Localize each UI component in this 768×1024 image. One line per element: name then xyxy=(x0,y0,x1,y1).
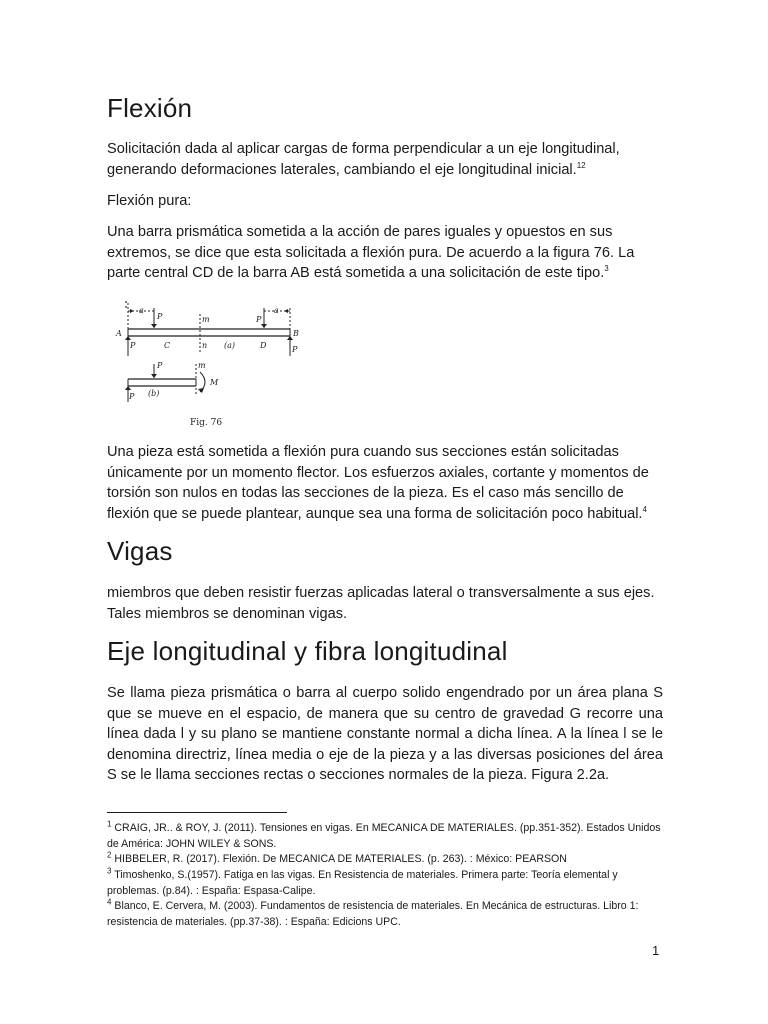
footnote-2 xyxy=(107,852,663,868)
fig-label-a-paren: (a) xyxy=(224,341,236,350)
fig-label-m-b: m xyxy=(198,361,206,370)
footnote-2-number: 2 xyxy=(107,850,112,860)
footnote-4 xyxy=(107,899,663,930)
footnote-4-text: Blanco, E. Cervera, M. (2003). Fundamentos de resistencia de materiales. En Mecánica de estructuras. Libro 1: resistencia de materiales. (pp.37-38). : España: Edicions UPC. xyxy=(107,900,639,928)
fig-label-a-left: a xyxy=(139,306,144,315)
page-number: 1 xyxy=(652,943,660,958)
paragraph-flexion-pura-label: Flexión pura: xyxy=(107,193,192,209)
figure-76 xyxy=(112,298,312,430)
footnote-3-number: 3 xyxy=(107,866,112,876)
footnote-ref-3: 3 xyxy=(604,264,609,274)
heading-vigas: Vigas xyxy=(107,536,173,566)
paragraph-flexion-pura-text: Una barra prismática sometida a la acción de pares iguales y opuestos en sus extremos, se dice que esta solicitada a flexión pura. De acuerdo a la figura 76. La parte central CD de la barra AB está sometida a una solicitación de este tipo. xyxy=(107,224,635,281)
footnote-1 xyxy=(107,821,663,852)
footnote-3-text: Timoshenko, S.(1957). Fatiga en las vigas. En Resistencia de materiales. Primera parte: Teoría elemental y problemas. (p.84). : España: Espasa-Calipe. xyxy=(107,869,618,897)
fig-label-b-paren: (b) xyxy=(148,389,160,398)
paragraph-eje-longitudinal: Se llama pieza prismática o barra al cuerpo solido engendrado por un área plana S que se mueve en el espacio, de manera que su centro de gravedad G recorre una línea dada l y su plano se mantiene constante normal a dicha línea. A la línea l se le denomina directriz, línea media o eje de la pieza y a las diversas posiciones del área S se le llama secciones rectas o secciones normales de la pieza. Figura 2.2a. xyxy=(107,685,663,783)
paragraph-definition xyxy=(107,139,663,180)
fig-label-a-right: a xyxy=(274,306,279,315)
footnote-1-text: CRAIG, JR.. & ROY, J. (2011). Tensiones en vigas. En MECANICA DE MATERIALES. (pp.351-352). Estados Unidos de América: JOHN WILEY & SONS. xyxy=(107,822,661,850)
fig-label-P-bottom-left: P xyxy=(130,341,136,350)
heading-flexion: Flexión xyxy=(107,93,193,123)
fig-label-P-top-right: P xyxy=(256,315,262,324)
fig-label-M: M xyxy=(210,378,219,387)
paragraph-vigas: miembros que deben resistir fuerzas aplicadas lateral o transversalmente a sus ejes. Tales miembros se denominan vigas. xyxy=(107,585,655,622)
footnote-2-text: HIBBELER, R. (2017). Flexión. De MECANICA DE MATERIALES. (p. 263). : México: PEARSON xyxy=(114,853,567,865)
fig-label-C: C xyxy=(164,341,171,350)
fig-label-P-top-left: P xyxy=(157,312,163,321)
paragraph-definition-text: Solicitación dada al aplicar cargas de forma perpendicular a un eje longitudinal, generando deformaciones laterales, cambiando el eje longitudinal inicial. xyxy=(107,141,620,178)
footnote-3 xyxy=(107,868,663,899)
fig-label-B: B xyxy=(293,329,299,338)
paragraph-flexion-pura-def xyxy=(107,442,663,524)
fig-label-m-top: m xyxy=(202,315,210,324)
footnote-ref-4: 4 xyxy=(642,504,647,514)
footnote-4-number: 4 xyxy=(107,897,112,907)
fig-label-P-b-bottom: P xyxy=(129,392,135,401)
heading-eje-longitudinal: Eje longitudinal y fibra longitudinal xyxy=(107,636,508,666)
fig-label-n: n xyxy=(202,341,208,350)
fig-label-P-b-top: P xyxy=(157,361,163,370)
figure-caption: Fig. 76 xyxy=(190,418,223,428)
fig-label-A: A xyxy=(116,329,122,338)
paragraph-flexion-pura xyxy=(107,222,663,284)
paragraph-flexion-pura-def-text: Una pieza está sometida a flexión pura cuando sus secciones están solicitadas únicamente por un momento flector. Los esfuerzos axiales, cortante y momentos de torsión son nulos en todas las secciones de la pieza. Es el caso más sencillo de flexión que se puede plantear, aunque sea una forma de solicitación poco habitual. xyxy=(107,444,649,522)
fig-label-D: D xyxy=(260,341,267,350)
fig-label-P-bottom-right: P xyxy=(292,345,298,354)
footnote-ref-1-2: 12 xyxy=(576,160,586,170)
footnote-divider xyxy=(107,812,287,813)
footnote-1-number: 1 xyxy=(107,819,112,829)
